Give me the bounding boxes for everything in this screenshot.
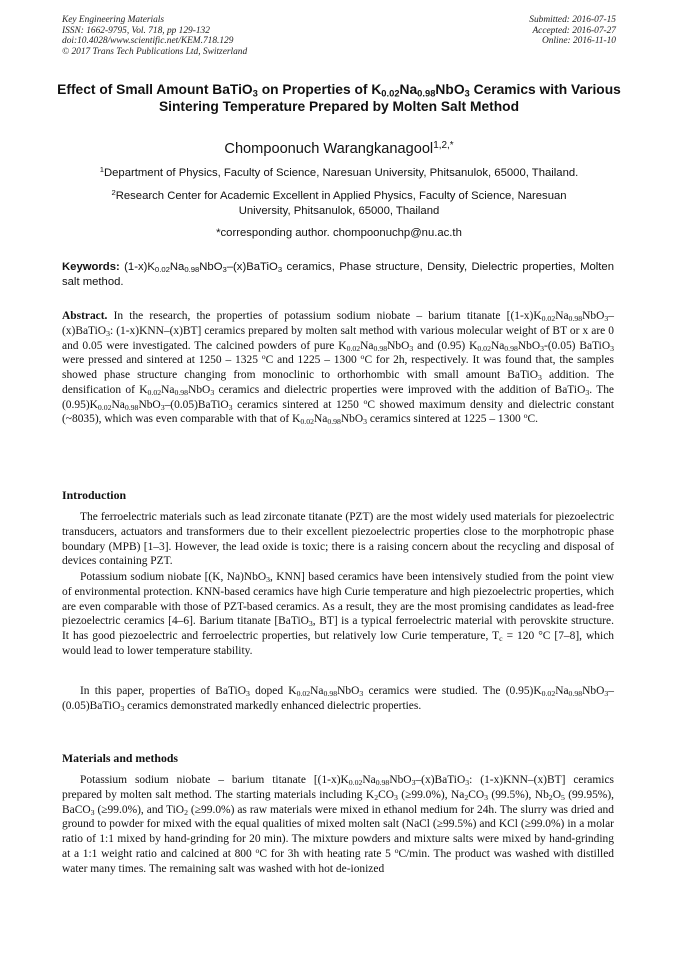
- author: [40, 140, 638, 158]
- affiliation-2-line2: University, Phitsanulok, 65000, Thailand: [238, 204, 440, 217]
- keywords-label: Keywords:: [62, 261, 120, 273]
- journal-doi: doi:10.4028/www.scientific.net/KEM.718.129: [62, 36, 234, 47]
- introduction-paragraph-1: The ferroelectric materials such as lead zirconate titanate (PZT) are the most widely used materials for piezoelectric transducers, actuators and transformers due to their excellent piezoelectric properties close to the morphotropic phase boundary (MPB) [1–3]. However, the lead oxide is toxic; there is a raising concern about the recycling and disposal of devices containing PZT.: [62, 511, 614, 568]
- affiliation-2-line1: Research Center for Academic Excellent in Applied Physics, Faculty of Science, Naresuan: [115, 190, 567, 202]
- introduction-paragraph-3: In this paper, properties of BaTiO$_3$ doped $K_{0.02}Na_{0.98}NbO_3$ ceramics were studied. The $(0.95)K_{0.02}Na_{0.98}NbO_3-(0.05)BaTiO_3$ ceramics demonstrated markedly enhanced dielectric properties.: [62, 685, 614, 713]
- keywords: Keywords: $(1-x)K_{0.02}Na_{0.98}NbO_3-(x)BaTiO_3$ ceramics, Phase structure, Density, Dielectric properties, Molten salt method.: [62, 261, 614, 288]
- affiliation-1: [70, 166, 608, 181]
- introduction-heading: Introduction: [62, 488, 127, 502]
- submission-dates: [529, 15, 616, 47]
- author-name: Chompoonuch Warangkanagool: [224, 141, 434, 157]
- methods-paragraph-1: Potassium sodium niobate – barium titanate [$(1-x)K_{0.02}Na_{0.98}NbO_3-(x)BaTiO_3$: (1-x)KNN–(x)BT] ceramics prepared by molten salt method. The starting materials including $K_2CO_3$ (≥99.0%), $Na_2CO_3$ (99.5%), $Nb_2O_5$ (99.95%), BaCO$_3$ (≥99.0%), and TiO$_2$ (≥99.0%) as raw materials were mixed in ethanol medium for 24h. The slurry was dried and ground to powder for mixed with the equal qualities of mixed molten salt (NaCl (≥99.5%) and KCl (≥99.0%) in a molar ratio of 1:1 mixed by hand-grinding for 20 min). The mixture powders and mixture salts were mixed by hand-grinding at a 1:1 weight ratio and calcined at 800 $^o$C for 3h with heating rate 5 $^o$C/min. The product was washed with distilled water many times. The remaining salt was washed with hot de-ionized: [62, 774, 615, 875]
- author-marks: 1,2,*: [433, 140, 454, 152]
- methods-heading: Materials and methods: [62, 751, 178, 765]
- affiliation-1-text: Department of Physics, Faculty of Science, Naresuan University, Phitsanulok, 65000, Thailand.: [103, 167, 579, 179]
- online-date: Online: 2016-11-10: [541, 36, 616, 47]
- journal-info: [62, 15, 247, 57]
- affiliation-2-mark: 2: [111, 188, 116, 198]
- journal-copyright: © 2017 Trans Tech Publications Ltd, Switzerland: [62, 46, 248, 57]
- corresponding-author: *corresponding author. chompoonuchp@nu.ac.th: [216, 227, 462, 239]
- journal-issn: ISSN: 1662-9795, Vol. 718, pp 129-132: [62, 25, 210, 36]
- paper-title: Effect of Small Amount BaTiO$_3$ on Properties of $K_{0.02}Na_{0.98}NbO_3$ Ceramics with Various Sintering Temperature Prepared by Molten Salt Method: [57, 82, 621, 114]
- abstract: Abstract. In the research, the properties of potassium sodium niobate – barium titanate [$(1-x)K_{0.02}Na_{0.98}NbO_3-(x)BaTiO_3$: (1-x)KNN–(x)BT] ceramics prepared by molten salt method with various molecular weight of BT or x are 0 and 0.05 were investigated. The calcined powders of pure $K_{0.02}Na_{0.98}NbO_3$ and (0.95) $K_{0.02}Na_{0.98}NbO_3-(0.05)$ BaTiO$_3$ were pressed and sintered at 1250 – 1325 $^o$C and 1225 – 1300 $^o$C for 2h, respectively. It was found that, the samples showed phase structure changing from monoclinic to orthorhombic with small amount BaTiO$_3$ addition. The densification of $K_{0.02}Na_{0.98}NbO_3$ ceramics and dielectric properties were improved with the addition of BaTiO$_3$. The $(0.95)K_{0.02}Na_{0.98}NbO_3-(0.05)BaTiO_3$ ceramics sintered at 1250 $^o$C showed maximum density and dielectric constant (~8035), which was even comparable with that of $K_{0.02}Na_{0.98}NbO_3$ ceramics sintered at 1225 – 1300 $^o$C.: [62, 310, 615, 427]
- journal-name: Key Engineering Materials: [62, 15, 165, 25]
- submitted-date: Submitted: 2016-07-15: [529, 15, 616, 25]
- introduction-paragraph-2: Potassium sodium niobate [(K, Na)NbO$_3$, KNN] based ceramics have been intensively studied from the point view of environmental protection. KNN-based ceramics have high Curie temperature and high piezoelectric properties, which are even comparable with those of PZT-based ceramics. As a result, they are the most promising candidates as lead-free piezoelectric ceramics [4–6]. Barium titanate [BaTiO$_3$, BT] is a typical ferroelectric material with perovskite structure. It has good piezoelectric and ferroelectric properties, but relatively low Curie temperature, $T_c = 120$ °C [7–8], which would lead to lower temperature stability.: [62, 571, 614, 657]
- accepted-date: Accepted: 2016-07-27: [532, 25, 616, 36]
- affiliation-1-mark: 1: [99, 165, 104, 175]
- affiliation-2: [70, 189, 608, 218]
- abstract-label: Abstract.: [62, 310, 108, 322]
